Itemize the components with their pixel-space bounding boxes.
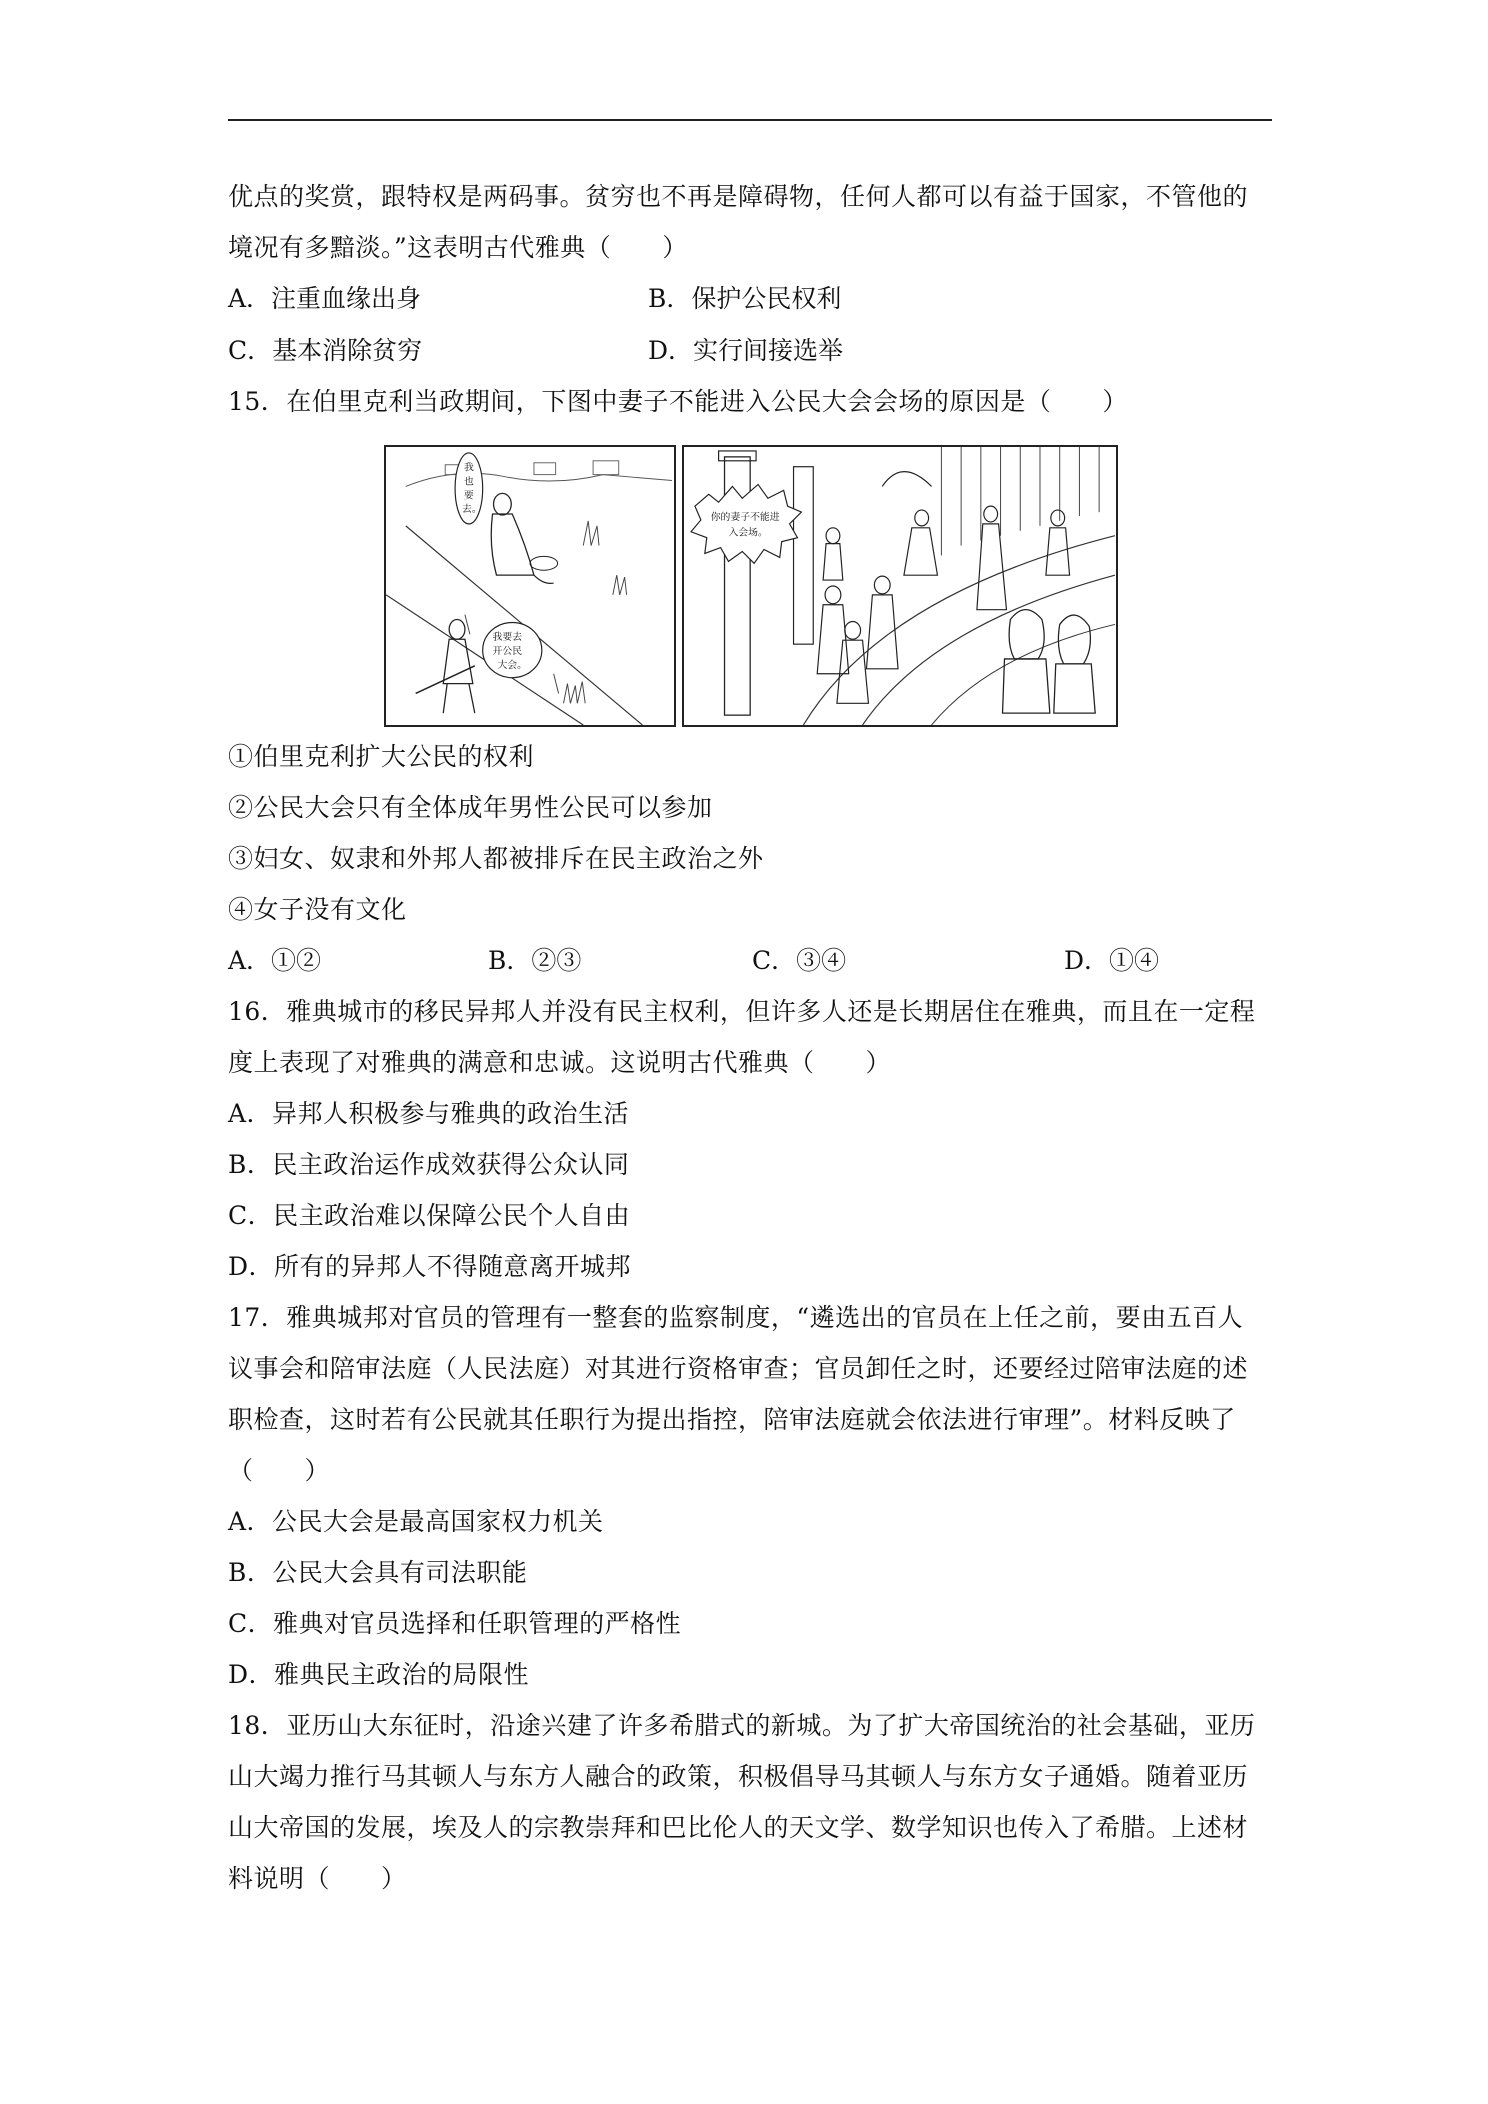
guard-speech-line-1: 你的妻子不能进	[710, 511, 780, 523]
husband-speech-line-3: 大会。	[497, 659, 528, 671]
q15-statement-1: ①伯里克利扩大公民的权利	[228, 742, 535, 771]
q18-line-4: 料说明（ ）	[228, 1864, 407, 1893]
wife-speech-line-1: 我	[463, 462, 474, 474]
q14-option-c: C．基本消除贫穷	[228, 336, 423, 365]
q15-statement-4: ④女子没有文化	[228, 895, 407, 924]
q14-option-b: B．保护公民权利	[648, 284, 842, 313]
q15-stem: 15．在伯里克利当政期间，下图中妻子不能进入公民大会会场的原因是（ ）	[228, 387, 1128, 416]
guard-speech-line-2: 入会场。	[728, 527, 768, 539]
q16-line-1: 16．雅典城市的移民异邦人并没有民主权利，但许多人还是长期居住在雅典，而且在一定程	[228, 997, 1256, 1026]
q17-line-2: 议事会和陪审法庭（人民法庭）对其进行资格审查；官员卸任之时，还要经过陪审法庭的述	[228, 1354, 1249, 1383]
q16-option-a: A．异邦人积极参与雅典的政治生活	[228, 1099, 630, 1128]
q15-option-a: A．①②	[228, 946, 322, 975]
q17-option-a: A．公民大会是最高国家权力机关	[228, 1507, 604, 1536]
wife-speech-line-4: 去。	[461, 504, 482, 516]
assembly-entrance-illustration	[684, 447, 1116, 725]
q16-option-c: C．民主政治难以保障公民个人自由	[228, 1201, 631, 1230]
q16-option-d: D．所有的异邦人不得随意离开城邦	[228, 1252, 632, 1281]
q18-line-1: 18．亚历山大东征时，沿途兴建了许多希腊式的新城。为了扩大帝国统治的社会基础，亚历	[228, 1711, 1256, 1740]
q17-line-4: （ ）	[228, 1456, 331, 1485]
q15-option-d: D．①④	[1064, 946, 1160, 975]
cartoon-panel-left	[384, 445, 676, 727]
header-rule	[228, 119, 1272, 121]
q18-line-2: 山大竭力推行马其顿人与东方人融合的政策，积极倡导马其顿人与东方女子通婚。随着亚历	[228, 1762, 1249, 1791]
q16-option-b: B．民主政治运作成效获得公众认同	[228, 1150, 630, 1179]
cartoon-figure	[384, 445, 1118, 727]
q15-statement-2: ②公民大会只有全体成年男性公民可以参加	[228, 793, 713, 822]
q16-line-2: 度上表现了对雅典的满意和忠诚。这说明古代雅典（ ）	[228, 1048, 892, 1077]
q17-option-d: D．雅典民主政治的局限性	[228, 1660, 530, 1689]
husband-speech-line-2: 开公民	[492, 646, 523, 658]
husband-speech-line-1: 我要去	[492, 632, 523, 644]
q17-line-3: 职检查，这时若有公民就其任职行为提出指控，陪审法庭就会依法进行审理”。材料反映了	[228, 1405, 1236, 1434]
q15-option-b: B．②③	[488, 946, 582, 975]
countryside-scene-illustration	[386, 447, 674, 725]
q14-option-a: A．注重血缘出身	[228, 284, 422, 313]
cartoon-panel-right	[682, 445, 1118, 727]
wife-speech-line-2: 也	[463, 476, 474, 488]
q17-line-1: 17．雅典城邦对官员的管理有一整套的监察制度，“遴选出的官员在上任之前，要由五百人	[228, 1303, 1244, 1332]
q17-option-b: B．公民大会具有司法职能	[228, 1558, 528, 1587]
q14-option-d: D．实行间接选举	[648, 336, 844, 365]
q15-option-c: C．③④	[752, 946, 847, 975]
wife-speech-line-3: 要	[463, 490, 474, 502]
q15-statement-3: ③妇女、奴隶和外邦人都被排斥在民主政治之外	[228, 844, 764, 873]
q17-option-c: C．雅典对官员选择和任职管理的严格性	[228, 1609, 682, 1638]
q14-line-2: 境况有多黯淡。”这表明古代雅典（ ）	[228, 233, 688, 262]
q14-line-1: 优点的奖赏，跟特权是两码事。贫穷也不再是障碍物，任何人都可以有益于国家，不管他的	[228, 182, 1249, 211]
q18-line-3: 山大帝国的发展，埃及人的宗教崇拜和巴比伦人的天文学、数学知识也传入了希腊。上述材	[228, 1813, 1249, 1842]
